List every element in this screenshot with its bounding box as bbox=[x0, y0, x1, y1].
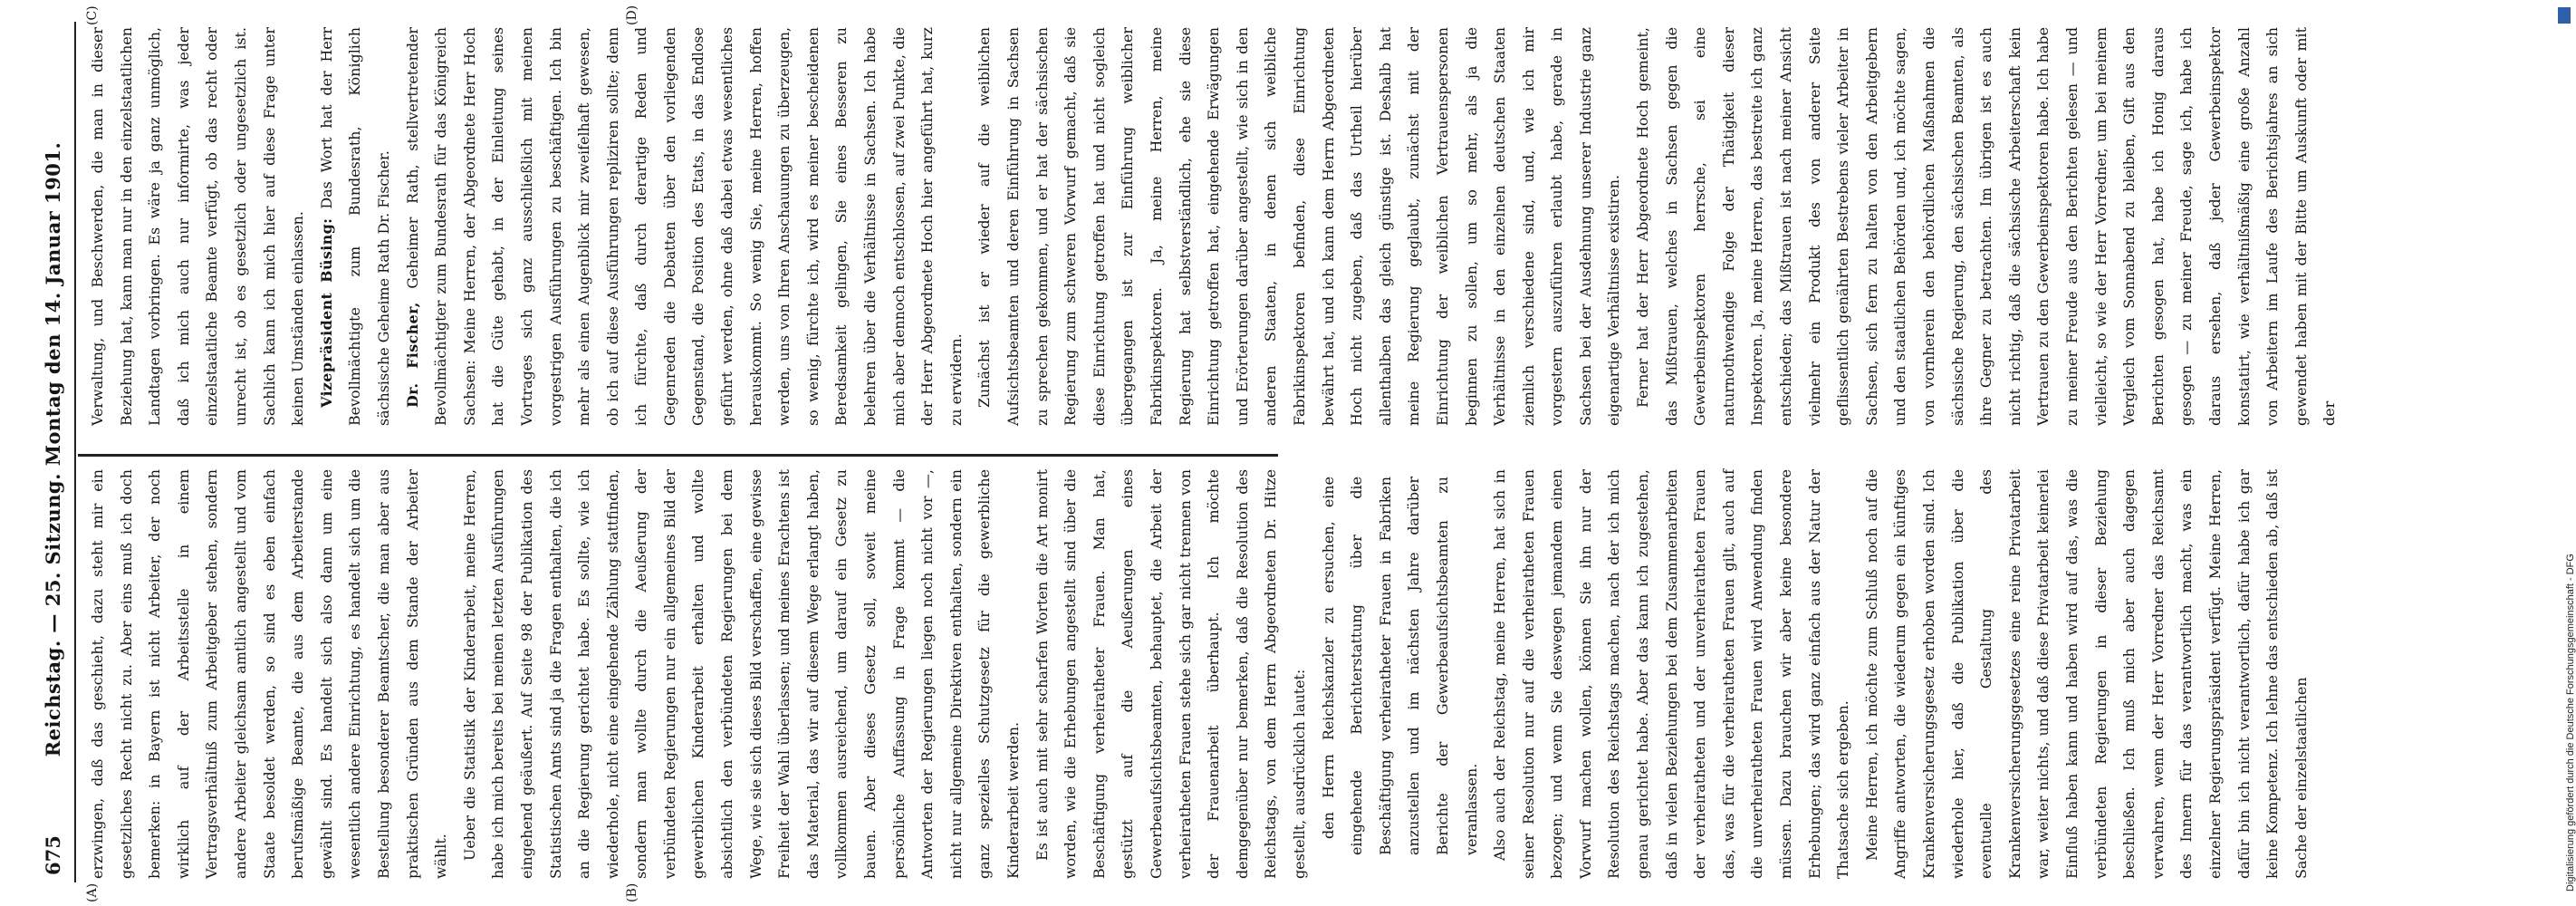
margin-mark-d: (D) bbox=[625, 5, 639, 25]
header-title: Reichstag. — 25. Sitzung. Montag den 14. Januar 1901. bbox=[42, 141, 64, 757]
margin-mark-c: (C) bbox=[85, 5, 100, 25]
paragraph: Meine Herren, ich möchte zum Schluß noch auf die Angriffe antworten, die wiederum gegen ein künftiges Krankenversicherungsgesetz erhoben worden sind. Ich wiederhole hier, daß die Publikation über die eventuelle Gestaltung des Krankenversicherungsgesetzes eine reine Privatarbeit war, weiter nichts, und daß diese Privatarbeit keinerlei Einfluß haben kann und haben wird auf das, was die verbündeten Regierungen in dieser Beziehung beschließen. Ich muß mich aber auch dagegen verwahren, wenn der Herr Vorredner das Reichsamt des Innern für das verantwortlich macht, was ein einzelner Regierungspräsident verfügt. Meine Herren, dafür bin ich nicht verantwortlich, dafür habe ich gar keine Kompetenz. Ich lehne das entschieden ab, daß ist Sache der einzelstaatlichen bbox=[1862, 469, 2310, 879]
paragraph: erzwingen, daß das geschieht, dazu steht mir ein gesetzliches Recht nicht zu. Aber eins muß ich doch bemerken: in Bayern ist nicht Arbeiter, der noch wirklich auf der Arbeitsstelle in einem Vertragsverhältniß zum Arbeitgeber stehen, sondern andere Arbeiter gleichsam amtlich angestellt und vom Staate besoldet werden, so sind es eben einfach berufsmäßige Beamte, die aus dem Arbeiterstande gewählt sind. Es handelt sich also dann um eine wesentlich andere Einrichtung, es handelt sich um die Bestellung besonderer Beamtscher, die man aber aus praktischen Gründen aus dem Stande der Arbeiter wählt. bbox=[89, 469, 450, 879]
speaker-label: Vizepräsident Büsing: bbox=[317, 217, 335, 408]
paragraph: Ferner hat der Herr Abgeordnete Hoch gemeint, das Mißtrauen, welches in Sachsen gegen die Gewerbeinspektoren herrsche, sei eine naturnothwendige Folge der Thätigkeit dieser Inspektoren. Ja, meine Herren, das bestreite ich ganz entschieden; das Mißtrauen ist nach meiner Ansicht vielmehr ein Produkt des von anderer Seite geflissentlich genährten Bestrebens vieler Arbeiter in Sachsen, sich fern zu halten von den Arbeitgebern und den staatlichen Behörden und, ich möchte sagen, von vornherein den behördlichen Maßnahmen die sächsische Regierung, den sächsischen Beamten, als ihre Gegner zu betrachten. Im übrigen ist es auch nicht richtig, daß die sächsische Arbeiterschaft kein Vertrauen zu den Gewerbeinspektoren habe. Ich habe zu meiner Freude aus den Berichten gelesen — und vielleicht, so wie der Herr Vorredner, um bei meinem Vergleich vom Sonnabend zu bleiben, Gift aus den Berichten gesogen hat, habe ich Honig daraus gesogen — zu meiner Freude, sage ich, habe ich daraus ersehen, daß jeder Gewerbeinspektor konstatirt, wie verhältnißmäßig eine große Anzahl von Arbeitern im Laufe des Berichtsjahres an sich gewendet haben mit der Bitte um Auskunft oder mit der bbox=[1634, 27, 2339, 426]
header-rule bbox=[74, 22, 76, 882]
speaker-label: Dr. Fischer, bbox=[403, 302, 421, 408]
paragraph: Verwaltung, und Beschwerden, die man in dieser Beziehung hat, kann man nur in den einzelstaatlichen Landtagen vorbringen. Es wäre ja ganz unmöglich, daß ich mich auch nur informirte, was jeder einzelstaatliche Beamte verfügt, ob das recht oder unrecht ist, ob es gesetzlich oder ungesetzlich ist. Sachlich kann ich mich hier auf diese Frage unter keinen Umständen einlassen. bbox=[89, 27, 307, 426]
speaker-paragraph bbox=[312, 27, 399, 426]
speaker-text: Geheimer Rath, stellvertretender Bevollmächtigter zum Bundesrath für das Königreich Sachsen: Meine Herren, der Abgeordnete Herr Hoch hat die Güte gehabt, in der Einleitung seines Vortrages sich ganz ausschließlich mit meinen vorgestrigen Ausführungen zu beschäftigen. Ich bin mehr als einen Augenblick mir zweifelhaft gewesen, ob ich auf diese Ausführungen repliziren sollte; denn ich fürchte, daß durch derartige Reden und Gegenreden die Debatten über den vorliegenden Gegenstand, die Position des Etats, in das Endlose geführt werden, ohne daß dabei etwas wesentliches herauskommt. So wenig Sie, meine Herren, hoffen werden, uns von Ihren Anschauungen zu überzeugen, so wenig, fürchte ich, wird es meiner bescheidenen Beredsamkeit gelingen, Sie eines Besseren zu belehren über die Verhältnisse in Sachsen. Ich habe mich aber dennoch entschlossen, auf zwei Punkte, die der Herr Abgeordnete Hoch hier angeführt hat, kurz zu erwidern. bbox=[403, 27, 965, 426]
margin-mark-a: (A) bbox=[85, 882, 100, 902]
page-number: 675 bbox=[42, 835, 64, 875]
resolution-quote: den Herrn Reichskanzler zu ersuchen, eine eingehende Berichterstattung über die Beschäftigung verheiratheter Frauen in Fabriken anzustellen und im nächsten Jahre darüber Berichte der Gewerbeaufsichtsbeamten zu veranlassen. bbox=[1319, 477, 1480, 855]
paragraph: Zunächst ist er wieder auf die weiblichen Aufsichtsbeamten und deren Einführung in Sachsen zu sprechen gekommen, und er hat der sächsischen Regierung zum schweren Vorwurf gemacht, daß sie diese Einrichtung getroffen hat und nicht sogleich übergegangen ist zur Einführung weiblicher Fabrikinspektoren. Ja, meine Herren, meine Regierung hat selbstverständlich, ehe sie diese Einrichtung getroffen hat, eingehende Erwägungen und Erörterungen darüber angestellt, wie sich in den anderen Staaten, in denen sich weibliche Fabrikinspektoren befinden, diese Einrichtung bewährt hat, und ich kann dem Herrn Abgeordneten Hoch nicht zugeben, daß das Urtheil hierüber allenthalben das gleich günstige ist. Deshalb hat meine Regierung geglaubt, zunächst mit der Einrichtung der weiblichen Vertrauenspersonen beginnen zu sollen, um so mehr, als ja die Verhältnisse in den einzelnen deutschen Staaten ziemlich verschiedene sind, und, wie ich mir vorgestern auszuführen erlaubt habe, gerade in Sachsen bei der Ausdehnung unserer Industrie ganz eigenartige Verhältnisse existiren. bbox=[976, 27, 1623, 426]
paragraph: Also auch der Reichstag, meine Herren, hat sich in seiner Resolution nur auf die verheiratheten Frauen bezogen; und wenn Sie deswegen jemandem einen Vorwurf machen wollen, können Sie ihn nur der Resolution des Reichstags machen, nach der ich mich genau gerichtet habe. Aber das kann ich zugestehen, daß in vielen Beziehungen bei dem Zusammenarbeiten der verheiratheten und der unverheiratheten Frauen das, was für die verheiratheten Frauen gilt, auch auf die unverheiratheten Frauen wird Anwendung finden müssen. Dazu brauchen wir aber keine besondere Erhebungen; das wird ganz einfach aus der Natur der Thatsache sich ergeben. bbox=[1491, 469, 1852, 879]
digitization-credit-text: Digitalisierung gefördert durch die Deutsche Forschungsgemeinschaft - DFG bbox=[2565, 554, 2576, 892]
margin-mark-b: (B) bbox=[625, 882, 639, 902]
column-divider bbox=[78, 454, 1278, 457]
speaker-paragraph bbox=[399, 27, 971, 426]
page-header bbox=[42, 24, 78, 875]
speaker-text: Das Wort hat der Herr Bevollmächtigte zum Bundesrath, Königlich sächsische Geheime Rath Dr. Fischer. bbox=[317, 27, 392, 426]
left-column bbox=[83, 469, 2315, 879]
dfg-logo-icon bbox=[2558, 7, 2571, 24]
right-column bbox=[83, 27, 2344, 426]
paragraph: Es ist auch mit sehr scharfen Worten die Art monirt worden, wie die Erhebungen angestellt sind über die Beschäftigung verheiratheter Frauen. Man hat, gestützt auf die Aeußerungen eines Gewerbeaufsichtsbeamten, behauptet, die Arbeit der verheiratheten Frauen stehe sich gar nicht trennen von der Frauenarbeit überhaupt. Ich möchte demgegenüber nur bemerken, daß die Resolution des Reichstags, von dem Herrn Abgeordneten Dr. Hitze gestellt, ausdrücklich lautet: bbox=[1033, 469, 1308, 879]
paragraph: Ueber die Statistik der Kinderarbeit, meine Herren, habe ich mich bereits bei meinen letzten Ausführungen eingehend geäußert. Auf Seite 98 der Publikation des Statistischen Amts sind ja die Fragen enthalten, die ich an die Regierung gerichtet habe. Es sollte, wie ich wiederhole, nicht eine eingehende Zählung stattfinden, sondern man wollte durch die Aeußerung der verbündeten Regierungen nur ein allgemeines Bild der gewerblichen Kinderarbeit erhalten und wollte absichtlich den verbündeten Regierungen bei dem Wege, wie sie sich dieses Bild verschaffen, eine gewisse Freiheit der Wahl überlassen; und meines Erachtens ist das Material, das wir auf diesem Wege erlangt haben, vollkommen ausreichend, um darauf ein Gesetz zu bauen. Aber dieses Gesetz soll, soweit meine persönliche Auffassung in Frage kommt — die Antworten der Regierungen liegen noch nicht vor —, nicht nur allgemeine Direktiven enthalten, sondern ein ganz spezielles Schutzgesetz für die gewerbliche Kinderarbeit werden. bbox=[460, 469, 1022, 879]
